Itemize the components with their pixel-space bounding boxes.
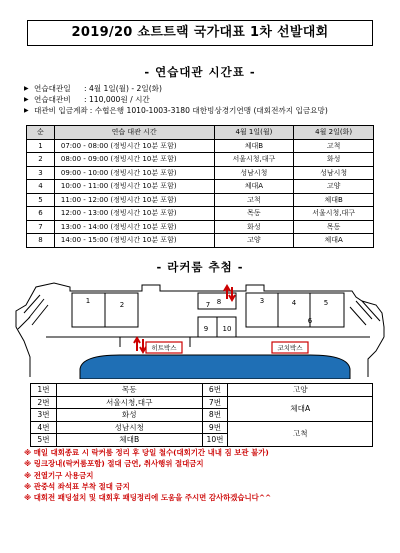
locker-number: 1번 [31,384,57,397]
table-row [31,396,373,409]
room-label-9: 9 [203,325,209,333]
locker-room-floor-plan [10,277,390,379]
practice-schedule-heading: - 연습대관 시간표 - [144,65,256,79]
cell-no: 2 [27,153,55,167]
cell-day1: 목동 [214,207,294,221]
cell-day2: 서울시청,대구 [294,207,374,221]
col-header-no: 순 [27,126,55,140]
bullet-icon: ▶ [24,85,29,92]
room-label-2: 2 [119,301,125,309]
table-row [31,384,373,397]
locker-team: 성남시청 [56,421,202,434]
cell-day1: 성남시청 [214,166,294,180]
coach-box-label: 코치박스 [277,344,303,352]
locker-team: 고척 [228,421,373,446]
left-ramp-lines [18,295,48,329]
cell-no: 1 [27,139,55,153]
locker-number: 8번 [202,409,228,422]
cell-time: 07:00 - 08:00 (정빙시간 10분 포함) [54,139,214,153]
arrow-down-icon [140,339,146,352]
room-label-1: 1 [85,297,91,305]
room-label-6: 6 [307,317,313,325]
locker-number: 6번 [202,384,228,397]
locker-number: 3번 [31,409,57,422]
cell-day2: 고척 [294,139,374,153]
locker-draw-heading: - 라커룸 추첨 - [156,260,244,274]
cell-day1: 체대B [214,139,294,153]
info-value: : 4월 1일(월) - 2일(화) [84,84,162,93]
col-header-time: 연습 대관 시간 [54,126,214,140]
locker-assignment-table [30,383,373,447]
locker-number: 9번 [202,421,228,434]
cell-no: 8 [27,234,55,248]
cell-day1: 체대A [214,180,294,194]
heat-box-label: 히트박스 [151,344,177,352]
info-row-account [24,105,328,116]
cell-no: 3 [27,166,55,180]
cell-no: 6 [27,207,55,221]
building-outline [16,283,384,337]
locker-team: 체대B [56,434,202,447]
locker-team: 서울시청,대구 [56,396,202,409]
cell-time: 14:00 - 15:00 (정빙시간 10분 포함) [54,234,214,248]
notice-item: ※ 대회전 패딩설치 및 대회후 패딩정리에 도움을 주시면 감사하겠습니다^^ [24,493,272,503]
info-value: : 수협은행 1010-1003-3180 대한빙상경기연맹 (대회전까지 입금요망) [89,106,328,115]
room-label-8: 8 [216,298,222,306]
table-row [27,166,374,180]
right-wall [368,337,384,377]
table-row [27,139,374,153]
room-label-10: 10 [222,325,232,333]
room-label-7: 7 [205,301,211,309]
table-row [31,421,373,434]
locker-team: 고양 [228,384,373,397]
cell-time: 11:00 - 12:00 (정빙시간 10분 포함) [54,193,214,207]
room-label-4: 4 [291,299,297,307]
info-row-fee [24,94,328,105]
notice-item: ※ 전열기구 사용금지 [24,470,94,480]
table-header-row [27,126,374,140]
locker-team: 목동 [56,384,202,397]
cell-day2: 체대A [294,234,374,248]
cell-day1: 고양 [214,234,294,248]
locker-number: 2번 [31,396,57,409]
table-row [27,193,374,207]
locker-team: 체대A [228,396,373,421]
arrow-up-icon [134,338,140,351]
cell-day2: 화성 [294,153,374,167]
cell-no: 4 [27,180,55,194]
locker-number: 7번 [202,396,228,409]
notice-item: ※ 매일 대회종료 시 락커룸 정리 후 당일 철수(대회기간 내내 짐 보관 불가) [24,448,269,457]
cell-no: 5 [27,193,55,207]
cell-time: 12:00 - 13:00 (정빙시간 10분 포함) [54,207,214,221]
table-row [27,234,374,248]
left-wall [16,327,30,377]
table-row [27,153,374,167]
info-label: 연습대관비 [34,95,71,104]
notice-item: ※ 관중석 좌석표 부착 절대 금지 [24,481,130,491]
cell-time: 10:00 - 11:00 (정빙시간 10분 포함) [54,180,214,194]
cell-day1: 화성 [214,220,294,234]
bullet-icon: ▶ [24,107,29,114]
locker-number: 5번 [31,434,57,447]
cell-day2: 고양 [294,180,374,194]
col-header-day1: 4월 1일(월) [214,126,294,140]
notice-item: ※ 링크장내(락커룸포함) 절대 금연, 취사행위 절대금지 [24,459,204,469]
col-header-day2: 4월 2일(화) [294,126,374,140]
cell-no: 7 [27,220,55,234]
cell-day2: 성남시청 [294,166,374,180]
cell-time: 13:00 - 14:00 (정빙시간 10분 포함) [54,220,214,234]
cell-day2: 목동 [294,220,374,234]
info-label: 연습대관일 [34,84,71,93]
room-label-3: 3 [259,297,265,305]
locker-number: 4번 [31,421,57,434]
page-title: 2019/20 쇼트트랙 국가대표 1차 선발대회 [27,20,373,46]
rental-info [24,83,328,116]
cell-day2: 체대B [294,193,374,207]
table-row [27,207,374,221]
ice-rink [80,355,350,379]
cell-time: 09:00 - 10:00 (정빙시간 10분 포함) [54,166,214,180]
practice-schedule-table [26,125,374,248]
cell-time: 08:00 - 09:00 (정빙시간 10분 포함) [54,153,214,167]
cell-day1: 고척 [214,193,294,207]
cell-day1: 서울시청,대구 [214,153,294,167]
table-row [27,220,374,234]
bullet-icon: ▶ [24,96,29,103]
notice-list [24,447,271,503]
info-label: 대관비 입금계좌 [34,106,88,115]
info-value: : 110,000원 / 시간 [84,95,150,104]
table-row [27,180,374,194]
room-label-5: 5 [323,299,329,307]
locker-team: 화성 [56,409,202,422]
locker-number: 10번 [202,434,228,447]
info-row-date [24,83,328,94]
